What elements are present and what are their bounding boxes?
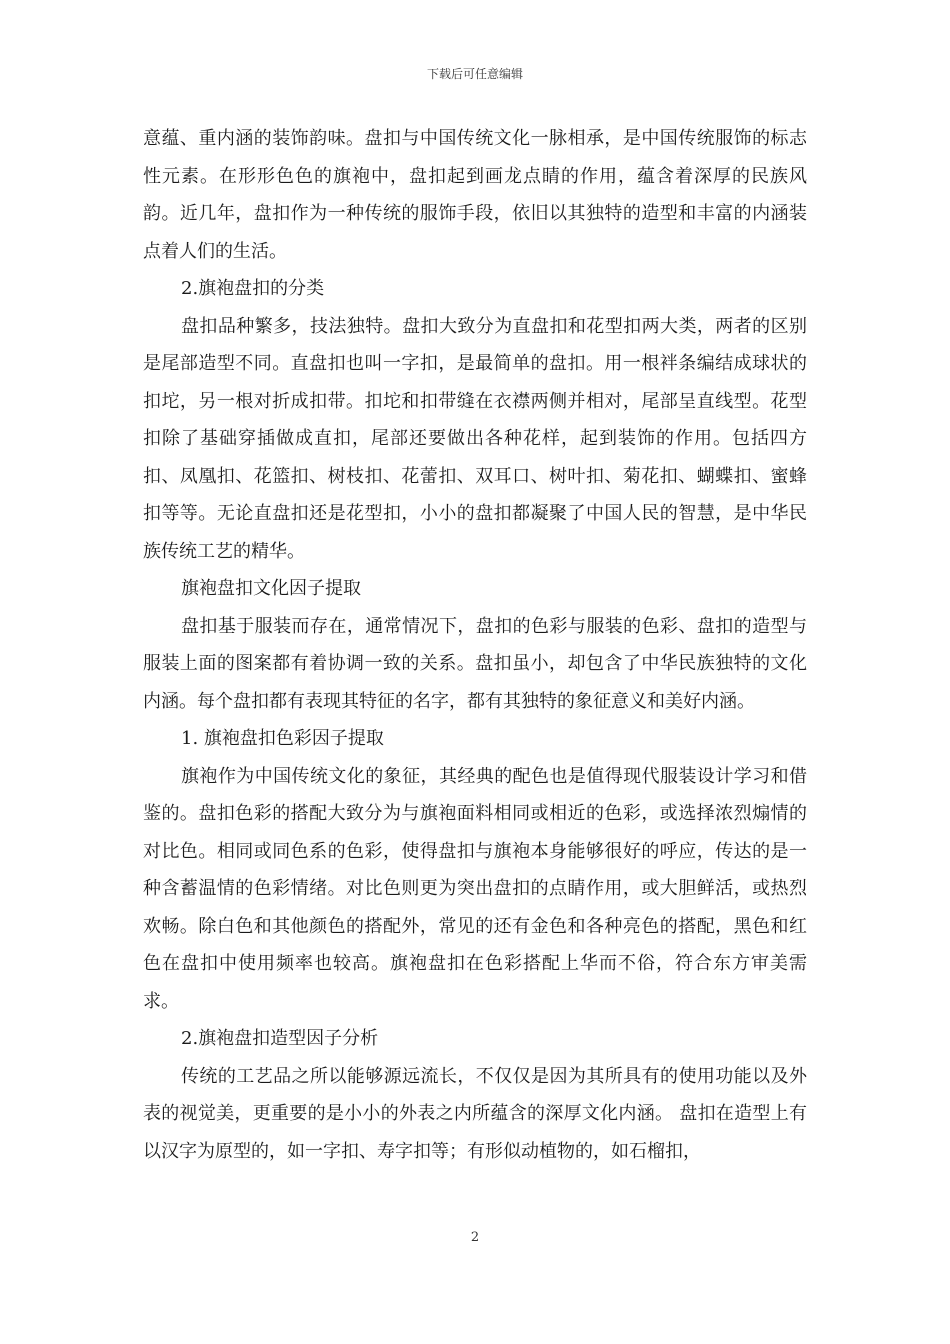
section-heading-color-factors: 1. 旗袍盘扣色彩因子提取 <box>181 728 384 749</box>
section-heading-cultural-factors: 旗袍盘扣文化因子提取 <box>181 578 361 599</box>
page-header-note: 下载后可任意编辑 <box>426 67 523 81</box>
paragraph-color-factors: 旗袍作为中国传统文化的象征，其经典的配色也是值得现代服装设计学习和借鉴的。盘扣色彩的搭配大致分为与旗袍面料相同或相近的色彩，或选择浓烈煽情的对比色。相同或同色系的色彩，使得盘扣与旗袍本身能够很好的呼应，传达的是一种含蓄温情的色彩情绪。对比色则更为突出盘扣的点睛作用，或大胆鲜活，或热烈欢畅。除白色和其他颜色的搭配外，常见的还有金色和各种亮色的搭配，黑色和红色在盘扣中使用频率也较高。旗袍盘扣在色彩搭配上华而不俗，符合东方审美需求。 <box>143 765 807 1012</box>
section-heading-shape-factors: 2.旗袍盘扣造型因子分析 <box>181 1028 379 1049</box>
paragraph-classification: 盘扣品种繁多，技法独特。盘扣大致分为直盘扣和花型扣两大类，两者的区别是尾部造型不同。直盘扣也叫一字扣，是最简单的盘扣。用一根袢条编结成球状的扣坨，另一根对折成扣带。扣坨和扣带缝在衣襟两侧并相对，尾部呈直线型。花型扣除了基础穿插做成直扣，尾部还要做出各种花样，起到装饰的作用。包括四方扣、凤凰扣、花篮扣、树枝扣、花蕾扣、双耳口、树叶扣、菊花扣、蝴蝶扣、蜜蜂扣等等。无论直盘扣还是花型扣，小小的盘扣都凝聚了中国人民的智慧，是中华民族传统工艺的精华。 <box>143 315 807 562</box>
paragraph-continued-intro: 意蕴、重内涵的装饰韵味。盘扣与中国传统文化一脉相承，是中国传统服饰的标志性元素。在形形色色的旗袍中，盘扣起到画龙点睛的作用，蕴含着深厚的民族风韵。近几年，盘扣作为一种传统的服饰手段，依旧以其独特的造型和丰富的内涵装点着人们的生活。 <box>143 128 807 262</box>
page-number: 2 <box>470 1230 480 1245</box>
paragraph-cultural-factors: 盘扣基于服装而存在，通常情况下，盘扣的色彩与服装的色彩、盘扣的造型与服装上面的图案都有着协调一致的关系。盘扣虽小，却包含了中华民族独特的文化内涵。每个盘扣都有表现其特征的名字，都有其独特的象征意义和美好内涵。 <box>143 615 807 712</box>
document-body <box>143 120 807 1170</box>
section-heading-classification: 2.旗袍盘扣的分类 <box>181 278 325 299</box>
paragraph-shape-factors: 传统的工艺品之所以能够源远流长，不仅仅是因为其所具有的使用功能以及外表的视觉美，更重要的是小小的外表之内所蕴含的深厚文化内涵。 盘扣在造型上有以汉字为原型的，如一字扣、寿字扣等；有形似动植物的，如石榴扣， <box>143 1065 807 1162</box>
